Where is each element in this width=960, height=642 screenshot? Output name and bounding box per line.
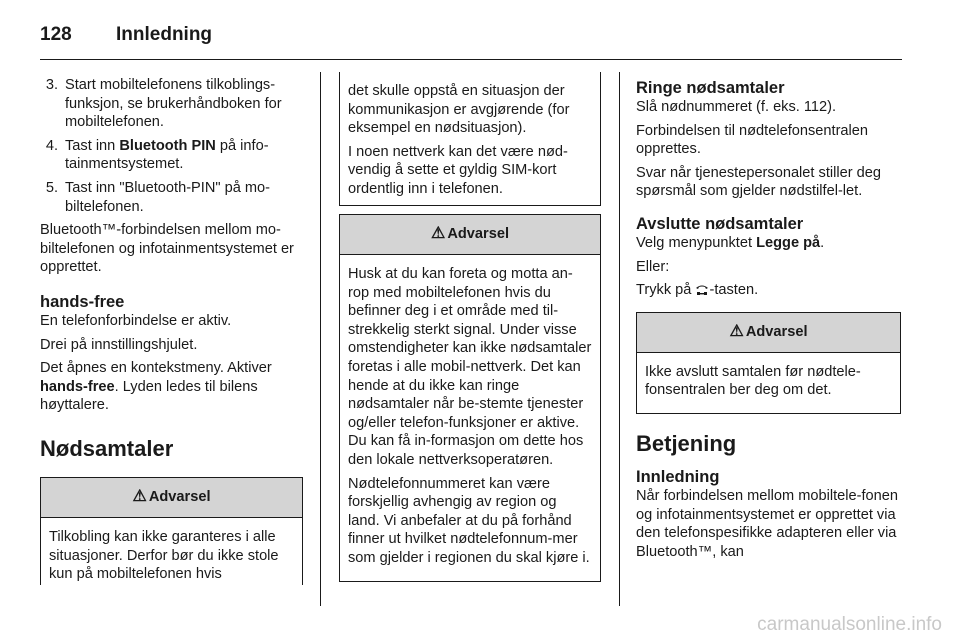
paragraph: Bluetooth™-forbindelsen mellom mo-biltelefonen og infotainmentsystemet er opprettet. bbox=[40, 222, 294, 276]
column-1 bbox=[40, 76, 303, 585]
column-2 bbox=[339, 72, 601, 582]
paragraph: Drei på innstillingshjulet. bbox=[40, 336, 198, 353]
column-divider bbox=[320, 72, 321, 606]
header-rule bbox=[40, 59, 902, 60]
section-heading: Nødsamtaler bbox=[40, 435, 174, 461]
list-item: 4. Tast inn Bluetooth PIN på info-tainmentsystemet. bbox=[45, 137, 269, 173]
paragraph: Forbindelsen til nødtelefonsentralen opprettes. bbox=[636, 122, 869, 158]
column-3 bbox=[636, 76, 901, 566]
list-item: 5. Tast inn "Bluetooth-PIN" på mo-biltelefonen. bbox=[45, 179, 271, 215]
paragraph: Trykk på -tasten. bbox=[636, 281, 901, 302]
section-heading: Betjening bbox=[636, 430, 737, 456]
ui-term: hands-free bbox=[40, 378, 115, 395]
section-heading: Avslutte nødsamtaler bbox=[636, 214, 804, 233]
paragraph: Det åpnes en kontekstmeny. Aktiver hands-free. Lyden ledes til bilens høyttalere. bbox=[40, 360, 272, 414]
watermark: carmanualsonline.info bbox=[757, 614, 942, 635]
subsection-heading: Innledning bbox=[636, 467, 720, 486]
warning-header: ⚠ Advarsel bbox=[637, 313, 900, 353]
paragraph: Velg menypunktet Legge på. bbox=[636, 234, 825, 251]
step-list bbox=[40, 76, 303, 216]
paragraph: Når forbindelsen mellom mobiltele-fonen og infotainmentsystemet er opprettet via den telefonspesifikke adapteren eller via Bluetooth™, kan bbox=[636, 487, 899, 560]
warning-box bbox=[339, 214, 601, 582]
warning-box-continued: det skulle oppstå en situasjon der kommunikasjon er avgjørende (for eksempel en nødsituasjon). I noen nettverk kan det være nød-vendig å sette et gyldig SIM-kort ordentlig inn i telefonen. bbox=[339, 72, 601, 206]
section-heading: hands-free bbox=[40, 292, 125, 311]
warning-box bbox=[636, 312, 901, 414]
chapter-title: Innledning bbox=[116, 24, 213, 45]
warning-triangle-icon: ⚠ bbox=[431, 225, 446, 243]
phone-key-icon bbox=[695, 283, 709, 302]
warning-box bbox=[40, 477, 303, 585]
paragraph: En telefonforbindelse er aktiv. bbox=[40, 312, 232, 329]
paragraph: Slå nødnummeret (f. eks. 112). bbox=[636, 99, 837, 115]
warning-triangle-icon: ⚠ bbox=[729, 322, 744, 340]
page-number: 128 bbox=[40, 24, 72, 45]
ui-term: Bluetooth PIN bbox=[119, 137, 216, 154]
ui-term: Legge på bbox=[756, 234, 821, 251]
warning-body: Ikke avslutt samtalen før nødtele-fonsentralen ber deg om det. bbox=[645, 363, 861, 399]
warning-header: ⚠ Advarsel bbox=[41, 478, 302, 518]
warning-body: Husk at du kan foreta og motta an-rop med mobiltelefonen hvis du befinner deg i et område med til-strekkelig sterkt signal. Under visse omstendigheter kan ikke nødsamtaler foretas i alle mobil-nettverk. Det kan hende at du ikke kan ringe nødsamtaler når be-stemte tjenester og/eller telefon-funksjoner er aktive. Du kan få in-formasjon om dette hos den lokale nettverksoperatøren. Nødtelefonnummeret kan være forskjellig avhengig av region og land. Vi anbefaler at du på forhånd finner ut hvilket nødtelefonnum-mer som gjelder i regionen du skal kjøre i. bbox=[348, 266, 592, 566]
section-heading: Ringe nødsamtaler bbox=[636, 79, 785, 97]
list-item: 3. Start mobiltelefonens tilkoblings-funksjon, se brukerhåndboken for mobiltelefonen. bbox=[45, 77, 282, 131]
warning-triangle-icon: ⚠ bbox=[132, 488, 147, 506]
warning-body: Tilkobling kan ikke garanteres i alle situasjoner. Derfor bør du ikke stole kun på mobiltelefonen hvis bbox=[49, 528, 279, 583]
paragraph: Svar når tjenestepersonalet stiller deg spørsmål som gjelder nødstilfel-let. bbox=[636, 164, 881, 200]
page-header bbox=[40, 20, 212, 50]
paragraph: Eller: bbox=[636, 258, 670, 275]
warning-header: ⚠ Advarsel bbox=[340, 215, 600, 255]
column-divider bbox=[619, 72, 620, 606]
